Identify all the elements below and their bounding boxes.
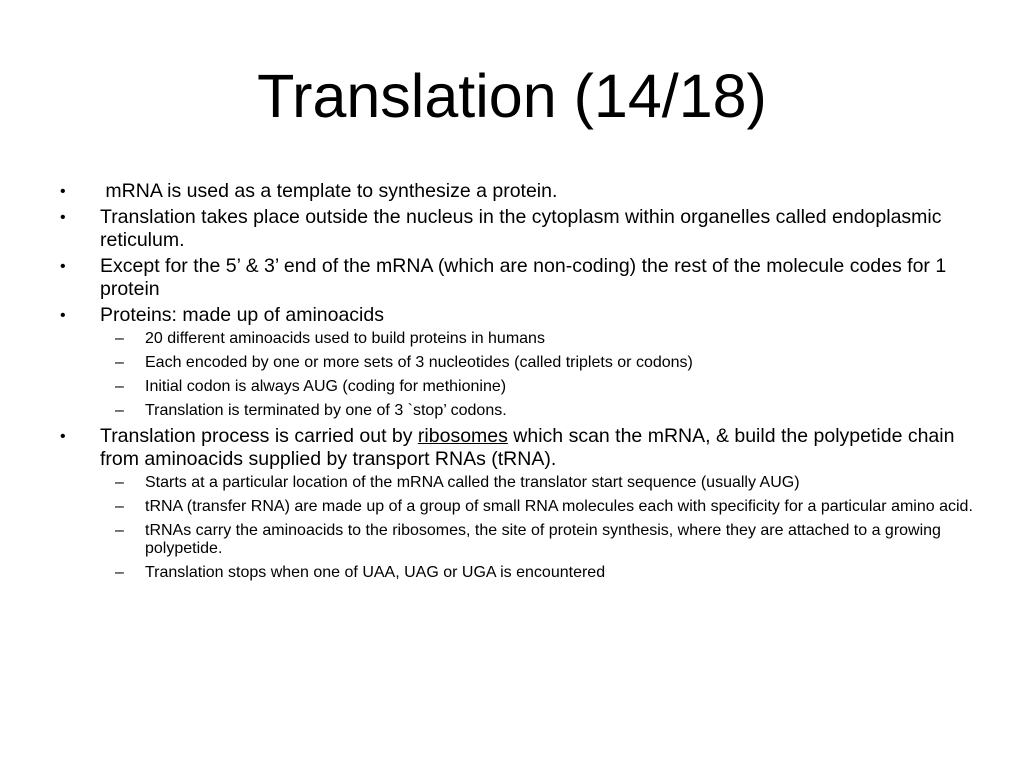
dash-icon: – [115, 522, 124, 539]
sub-bullet-text: Each encoded by one or more sets of 3 nucleotides (called triplets or codons) [145, 354, 693, 371]
dash-icon: – [115, 564, 124, 581]
sub-bullet-text: Starts at a particular location of the mRNA called the translator start sequence (usually AUG) [145, 474, 800, 491]
bullet-text-before-link: Translation process is carried out by [100, 425, 418, 447]
sub-bullet-item [58, 354, 978, 372]
bullet-text: Except for the 5’ & 3’ end of the mRNA (which are non-coding) the rest of the molecule codes for 1 protein [100, 255, 947, 300]
bullet-item [58, 425, 978, 471]
sub-bullet-text: Translation stops when one of UAA, UAG or UGA is encountered [145, 564, 606, 581]
bullet-item [58, 255, 978, 301]
dash-icon: – [115, 378, 124, 395]
bullet-list [58, 180, 978, 588]
dash-icon: – [115, 474, 124, 491]
slide-title: Translation (14/18) [257, 62, 767, 130]
sub-bullet-item [58, 564, 978, 582]
bullet-icon: • [60, 183, 66, 200]
sub-bullet-item [58, 522, 978, 558]
ribosomes-link[interactable]: ribosomes [417, 425, 508, 447]
bullet-icon: • [60, 428, 66, 445]
bullet-icon: • [60, 258, 66, 275]
bullet-icon: • [60, 209, 66, 226]
sub-bullet-item [58, 402, 978, 420]
bullet-text: Proteins: made up of aminoacids [100, 304, 384, 326]
sub-bullet-text: tRNAs carry the aminoacids to the ribosomes, the site of protein synthesis, where they are attached to a growing polypetide. [145, 522, 941, 557]
dash-icon: – [115, 498, 124, 515]
sub-bullet-item [58, 378, 978, 396]
bullet-item [58, 180, 978, 203]
bullet-text: mRNA is used as a template to synthesize a protein. [100, 180, 558, 202]
sub-bullet-text: Translation is terminated by one of 3 `stop’ codons. [145, 402, 507, 419]
bullet-item [58, 206, 978, 252]
sub-bullet-item [58, 474, 978, 492]
sub-bullet-text: tRNA (transfer RNA) are made up of a group of small RNA molecules each with specificity for a particular amino acid. [145, 498, 973, 515]
sub-bullet-item [58, 498, 978, 516]
dash-icon: – [115, 354, 124, 371]
dash-icon: – [115, 402, 124, 419]
dash-icon: – [115, 330, 124, 347]
sub-bullet-item [58, 330, 978, 348]
bullet-text: Translation takes place outside the nucleus in the cytoplasm within organelles called endoplasmic reticulum. [100, 206, 942, 251]
bullet-text-after-link: which scan the mRNA, & build the polypetide chain from aminoacids supplied by transport RNAs (tRNA). [100, 425, 960, 470]
sub-bullet-text: Initial codon is always AUG (coding for methionine) [145, 378, 507, 395]
bullet-icon: • [60, 307, 66, 324]
sub-bullet-text: 20 different aminoacids used to build proteins in humans [145, 330, 545, 347]
bullet-item [58, 304, 978, 327]
